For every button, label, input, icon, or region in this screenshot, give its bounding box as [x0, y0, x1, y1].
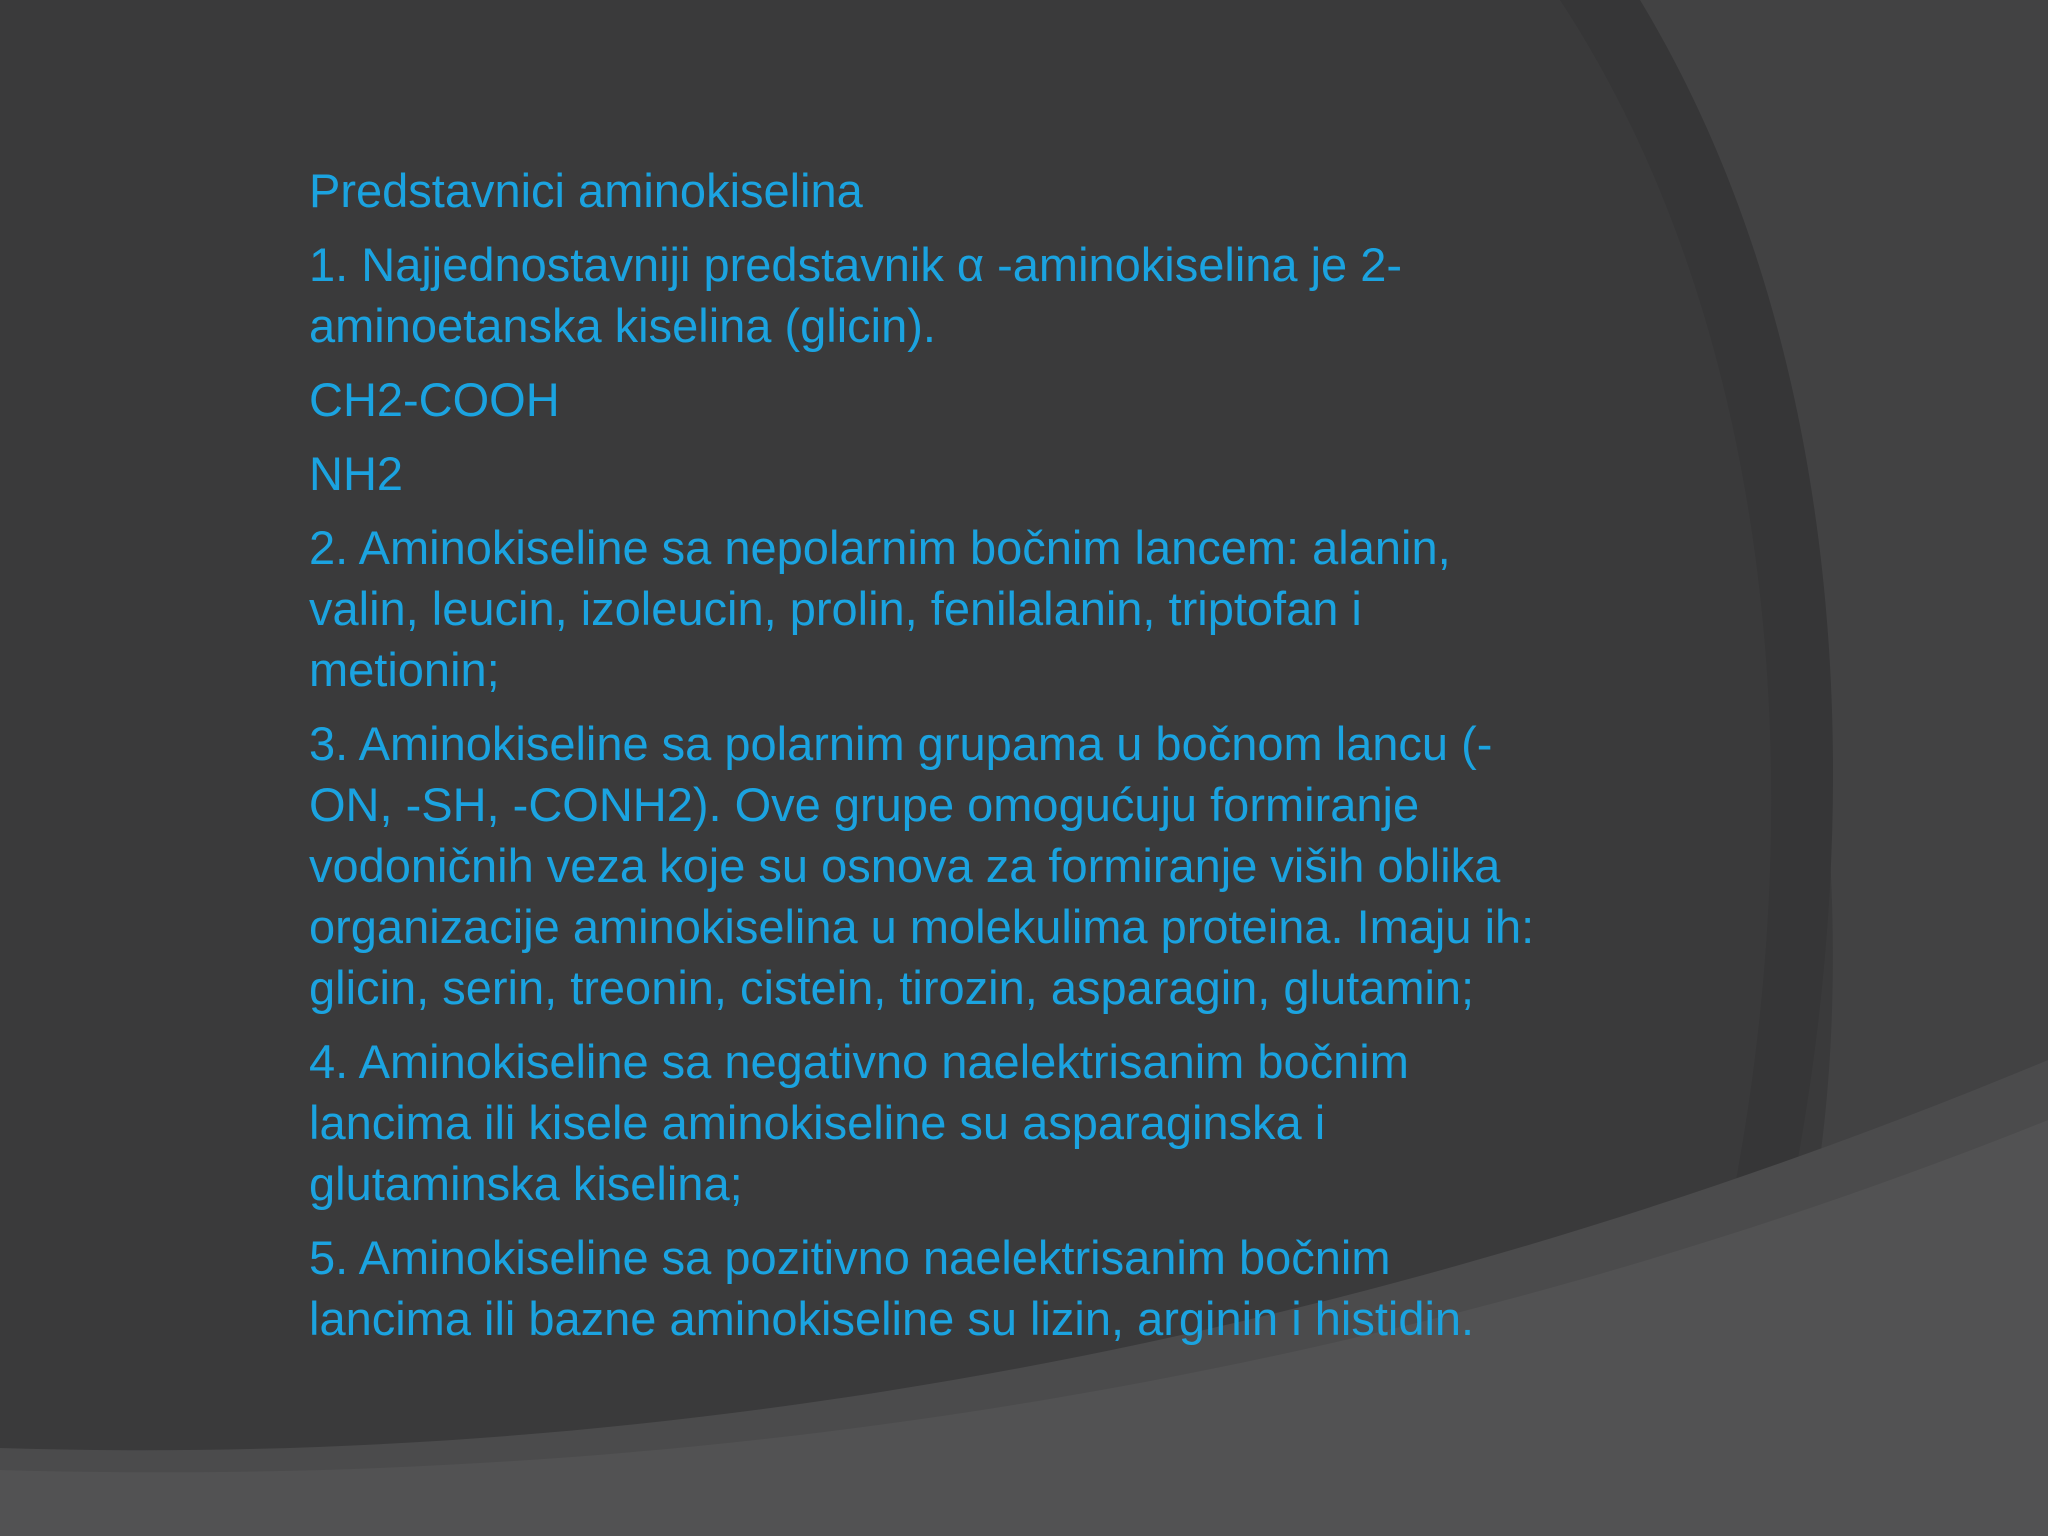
paragraph-3 — [309, 713, 1709, 1018]
paragraph-5 — [309, 1227, 1709, 1349]
paragraph-4 — [309, 1031, 1709, 1214]
paragraph-line: 3. Aminokiseline sa polarnim grupama u bočnom lancu (- — [309, 717, 1493, 770]
paragraph-line: lancima ili bazne aminokiseline su lizin, arginin i histidin. — [309, 1292, 1475, 1345]
paragraph-1 — [309, 234, 1709, 356]
formula-line-2 — [309, 443, 1709, 504]
paragraph-line: valin, leucin, izoleucin, prolin, fenilalanin, triptofan i — [309, 582, 1362, 635]
formula-line-1 — [309, 369, 1709, 430]
paragraph-line: glicin, serin, treonin, cistein, tirozin, asparagin, glutamin; — [309, 961, 1475, 1014]
paragraph-2 — [309, 517, 1709, 700]
paragraph-line: 5. Aminokiseline sa pozitivno naelektrisanim bočnim — [309, 1231, 1391, 1284]
paragraph-line: organizacije aminokiselina u molekulima proteina. Imaju ih: — [309, 900, 1535, 953]
paragraph-line: aminoetanska kiselina (glicin). — [309, 299, 936, 352]
paragraph-line: 4. Aminokiseline sa negativno naelektrisanim bočnim — [309, 1035, 1409, 1088]
paragraph-line: vodoničnih veza koje su osnova za formiranje viših oblika — [309, 839, 1501, 892]
formula-text: CH2-COOH — [309, 373, 560, 426]
paragraph-line: 1. Najjednostavniji predstavnik α -aminokiselina je 2- — [309, 238, 1403, 291]
slide-title — [309, 160, 1709, 221]
paragraph-line: metionin; — [309, 643, 500, 696]
paragraph-line: ON, -SH, -CONH2). Ove grupe omogućuju formiranje — [309, 778, 1420, 831]
slide-title-text: Predstavnici aminokiselina — [309, 164, 863, 217]
slide-content — [309, 160, 1709, 1362]
formula-text: NH2 — [309, 447, 404, 500]
paragraph-line: lancima ili kisele aminokiseline su asparaginska i — [309, 1096, 1326, 1149]
paragraph-line: glutaminska kiselina; — [309, 1157, 743, 1210]
paragraph-line: 2. Aminokiseline sa nepolarnim bočnim lancem: alanin, — [309, 521, 1451, 574]
